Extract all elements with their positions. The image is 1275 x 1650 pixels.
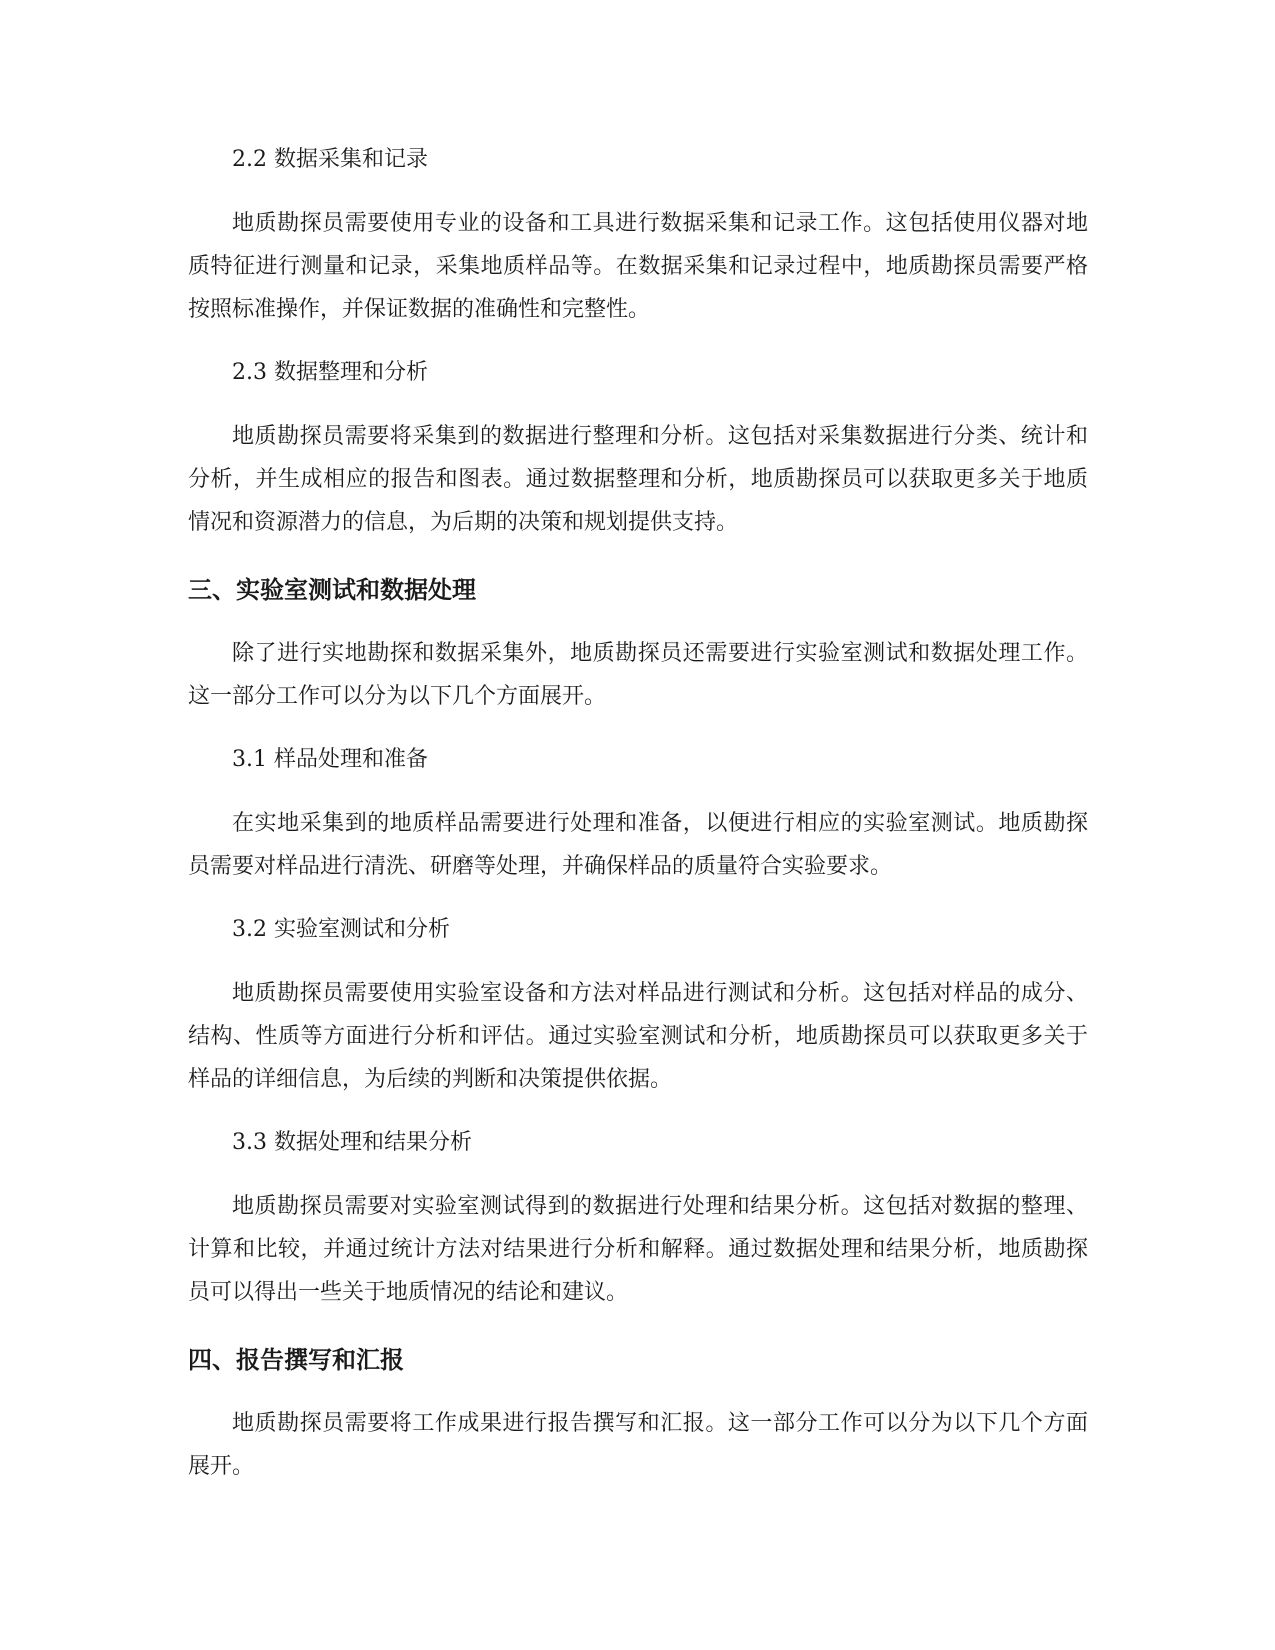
paragraph: 地质勘探员需要使用实验室设备和方法对样品进行测试和分析。这包括对样品的成分、结构、性质等方面进行分析和评估。通过实验室测试和分析，地质勘探员可以获取更多关于样品的详细信息，为后续的判断和决策提供依据。 bbox=[188, 981, 1088, 1092]
subheading-2-3: 2.3 数据整理和分析 bbox=[232, 360, 428, 385]
subheading-3-2: 3.2 实验室测试和分析 bbox=[232, 917, 450, 942]
paragraph: 地质勘探员需要使用专业的设备和工具进行数据采集和记录工作。这包括使用仪器对地质特征进行测量和记录，采集地质样品等。在数据采集和记录过程中，地质勘探员需要严格按照标准操作，并保证数据的准确性和完整性。 bbox=[188, 211, 1088, 322]
paragraph: 地质勘探员需要将工作成果进行报告撰写和汇报。这一部分工作可以分为以下几个方面展开。 bbox=[188, 1411, 1088, 1479]
document-page bbox=[188, 140, 1088, 1510]
paragraph: 地质勘探员需要对实验室测试得到的数据进行处理和结果分析。这包括对数据的整理、计算和比较，并通过统计方法对结果进行分析和解释。通过数据处理和结果分析，地质勘探员可以得出一些关于地质情况的结论和建议。 bbox=[188, 1194, 1088, 1305]
subheading-2-2: 2.2 数据采集和记录 bbox=[232, 147, 428, 172]
subheading-3-3: 3.3 数据处理和结果分析 bbox=[232, 1130, 472, 1155]
paragraph: 地质勘探员需要将采集到的数据进行整理和分析。这包括对采集数据进行分类、统计和分析，并生成相应的报告和图表。通过数据整理和分析，地质勘探员可以获取更多关于地质情况和资源潜力的信息，为后期的决策和规划提供支持。 bbox=[188, 424, 1088, 535]
paragraph: 在实地采集到的地质样品需要进行处理和准备，以便进行相应的实验室测试。地质勘探员需要对样品进行清洗、研磨等处理，并确保样品的质量符合实验要求。 bbox=[188, 811, 1088, 879]
subheading-3-1: 3.1 样品处理和准备 bbox=[232, 747, 428, 772]
section-heading-4: 四、报告撰写和汇报 bbox=[188, 1346, 404, 1374]
section-heading-3: 三、实验室测试和数据处理 bbox=[188, 576, 476, 604]
paragraph: 除了进行实地勘探和数据采集外，地质勘探员还需要进行实验室测试和数据处理工作。这一部分工作可以分为以下几个方面展开。 bbox=[188, 641, 1088, 709]
